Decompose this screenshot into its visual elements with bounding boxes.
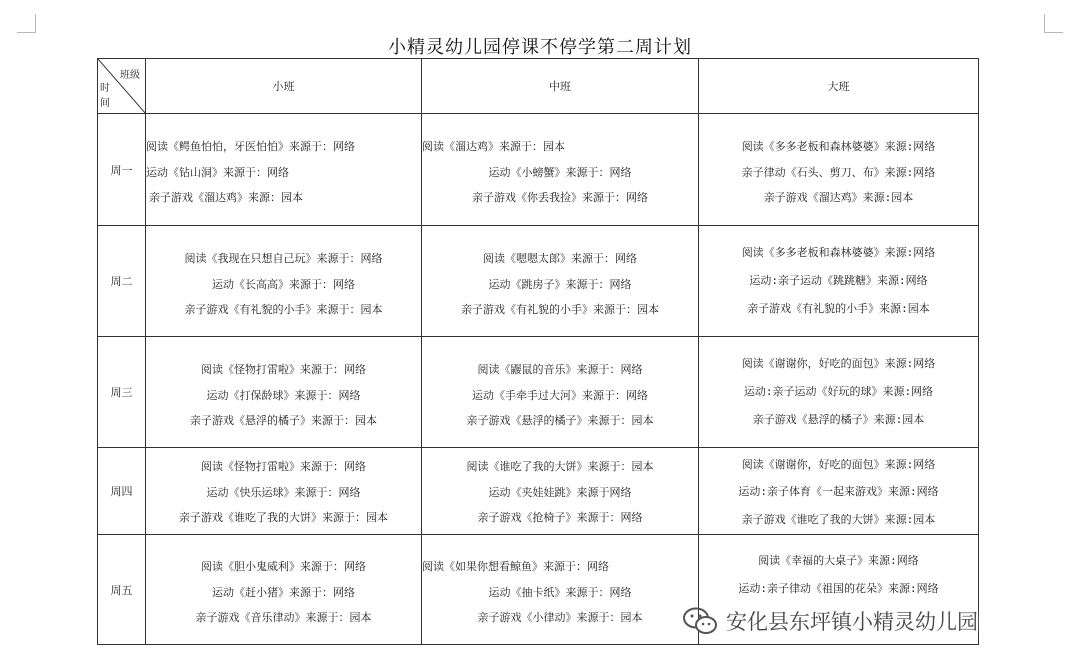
day-label: 周三	[98, 337, 146, 448]
plan-line: 阅读《溜达鸡》来源于：园本	[422, 140, 565, 153]
plan-line: 阅读《幸福的大桌子》来源:网络	[758, 554, 919, 567]
plan-line: 阅读《我现在只想自己玩》来源于：网络	[184, 252, 383, 265]
column-header-small-class: 小班	[146, 59, 422, 114]
header-row	[98, 59, 979, 114]
plan-line: 运动《跳房子》来源于：网络	[488, 277, 632, 291]
plan-cell	[422, 114, 699, 226]
plan-line: 阅读《鳄鱼怕怕，牙医怕怕》来源于：网络	[146, 140, 355, 153]
plan-line: 阅读《谁吃了我的大饼》来源于：园本	[466, 460, 654, 473]
plan-line: 亲子游戏《有礼貌的小手》来源于：园本	[461, 303, 659, 316]
plan-line: 阅读《胆小鬼威利》来源于：网络	[201, 560, 366, 573]
plan-cell	[146, 337, 422, 448]
document-title: 小精灵幼儿园停课不停学第二周计划	[388, 37, 692, 58]
plan-cell	[699, 448, 979, 535]
plan-line: 运动《长高高》来源于：网络	[212, 277, 355, 291]
plan-line: 亲子游戏《音乐律动》来源于：园本	[195, 611, 372, 624]
watermark-text: 安化县东坪镇小精灵幼儿园	[726, 610, 978, 634]
plan-line: 阅读《谢谢你，好吃的面包》来源:网络	[741, 458, 936, 471]
plan-line: 亲子游戏《悬浮的橘子》来源于：园本	[190, 414, 377, 427]
plan-line: 阅读《怪物打雷啦》来源于：网络	[201, 363, 366, 376]
plan-line: 运动《快乐运球》来源于：网络	[206, 485, 361, 499]
day-label: 周五	[98, 535, 146, 645]
plan-line: 阅读《谢谢你，好吃的面包》来源:网络	[741, 357, 936, 370]
plan-cell	[699, 337, 979, 448]
column-header-large-class: 大班	[699, 59, 979, 114]
plan-line: 运动:亲子运动《好玩的球》来源:网络	[743, 385, 934, 398]
plan-cell	[699, 226, 979, 337]
plan-line: 运动:亲子运动《跳跳糖》来源:网络	[749, 274, 928, 287]
plan-line: 亲子游戏《谁吃了我的大饼》来源:园本	[741, 513, 936, 526]
plan-line: 阅读《鼹鼠的音乐》来源于：网络	[477, 363, 643, 376]
plan-line: 运动:亲子律动《祖国的花朵》来源:网络	[738, 582, 939, 595]
wechat-watermark	[682, 604, 978, 638]
plan-line: 运动《小螃蟹》来源于：网络	[488, 165, 632, 179]
plan-cell	[146, 226, 422, 337]
day-label: 周二	[98, 226, 146, 337]
corner-cell	[98, 59, 146, 114]
weekly-plan-table	[97, 58, 979, 645]
column-header-middle-class: 中班	[422, 59, 699, 114]
plan-line: 亲子游戏《有礼貌的小手》来源于：园本	[184, 303, 383, 316]
plan-line: 亲子游戏《抢椅子》来源于：网络	[477, 511, 643, 524]
plan-cell	[422, 337, 699, 448]
table-row	[98, 337, 979, 448]
plan-line: 阅读《怪物打雷啦》来源于：网络	[201, 460, 366, 473]
plan-line: 亲子游戏《谁吃了我的大饼》来源于：园本	[179, 511, 388, 524]
plan-line: 亲子游戏《你丢我捡》来源于：网络	[472, 191, 648, 204]
plan-line: 运动《夹娃娃跳》来源于网络	[488, 485, 632, 499]
plan-line: 亲子游戏《小律动》来源于：园本	[477, 611, 643, 624]
plan-cell	[699, 114, 979, 226]
plan-line: 运动:亲子体育《一起来游戏》来源:网络	[738, 485, 939, 498]
table-row	[98, 114, 979, 226]
plan-line: 亲子游戏《悬浮的橘子》来源:园本	[752, 413, 925, 426]
crop-mark-top-right	[1044, 14, 1063, 33]
plan-line: 阅读《多多老板和森林婆婆》来源:网络	[741, 140, 936, 153]
plan-line: 亲子游戏《有礼貌的小手》来源:园本	[747, 302, 930, 315]
plan-line: 亲子律动《石头、剪刀、布》来源:网络	[741, 165, 936, 179]
plan-line: 阅读《如果你想看鲸鱼》来源于：网络	[422, 560, 609, 573]
crop-mark-top-left	[17, 14, 36, 33]
plan-line: 阅读《多多老板和森林婆婆》来源:网络	[741, 246, 936, 259]
plan-line: 运动《手牵手过大河》来源于：网络	[472, 388, 648, 402]
plan-line: 运动《钻山洞》来源于：网络	[146, 165, 289, 179]
plan-cell	[146, 535, 422, 645]
plan-cell	[146, 114, 422, 226]
corner-class-label: 班级	[120, 70, 140, 81]
corner-time-label: 时间	[100, 83, 110, 109]
wechat-icon	[682, 606, 718, 636]
plan-cell	[422, 535, 699, 645]
plan-line: 运动《打保龄球》来源于：网络	[206, 388, 361, 402]
day-label: 周一	[98, 114, 146, 226]
plan-line: 阅读《嗯嗯太郎》来源于：网络	[483, 252, 637, 265]
plan-line: 亲子游戏《悬浮的橘子》来源于：园本	[466, 414, 654, 427]
table-row	[98, 448, 979, 535]
day-label: 周四	[98, 448, 146, 535]
plan-cell	[422, 226, 699, 337]
plan-line: 运动《抽卡纸》来源于：网络	[488, 585, 632, 599]
plan-line: 运动《赶小猪》来源于：网络	[212, 585, 355, 599]
plan-cell	[146, 448, 422, 535]
plan-line: 亲子游戏《溜达鸡》来源：园本	[149, 191, 303, 204]
table-row	[98, 226, 979, 337]
plan-line: 亲子游戏《溜达鸡》来源:园本	[763, 191, 914, 204]
plan-cell	[422, 448, 699, 535]
